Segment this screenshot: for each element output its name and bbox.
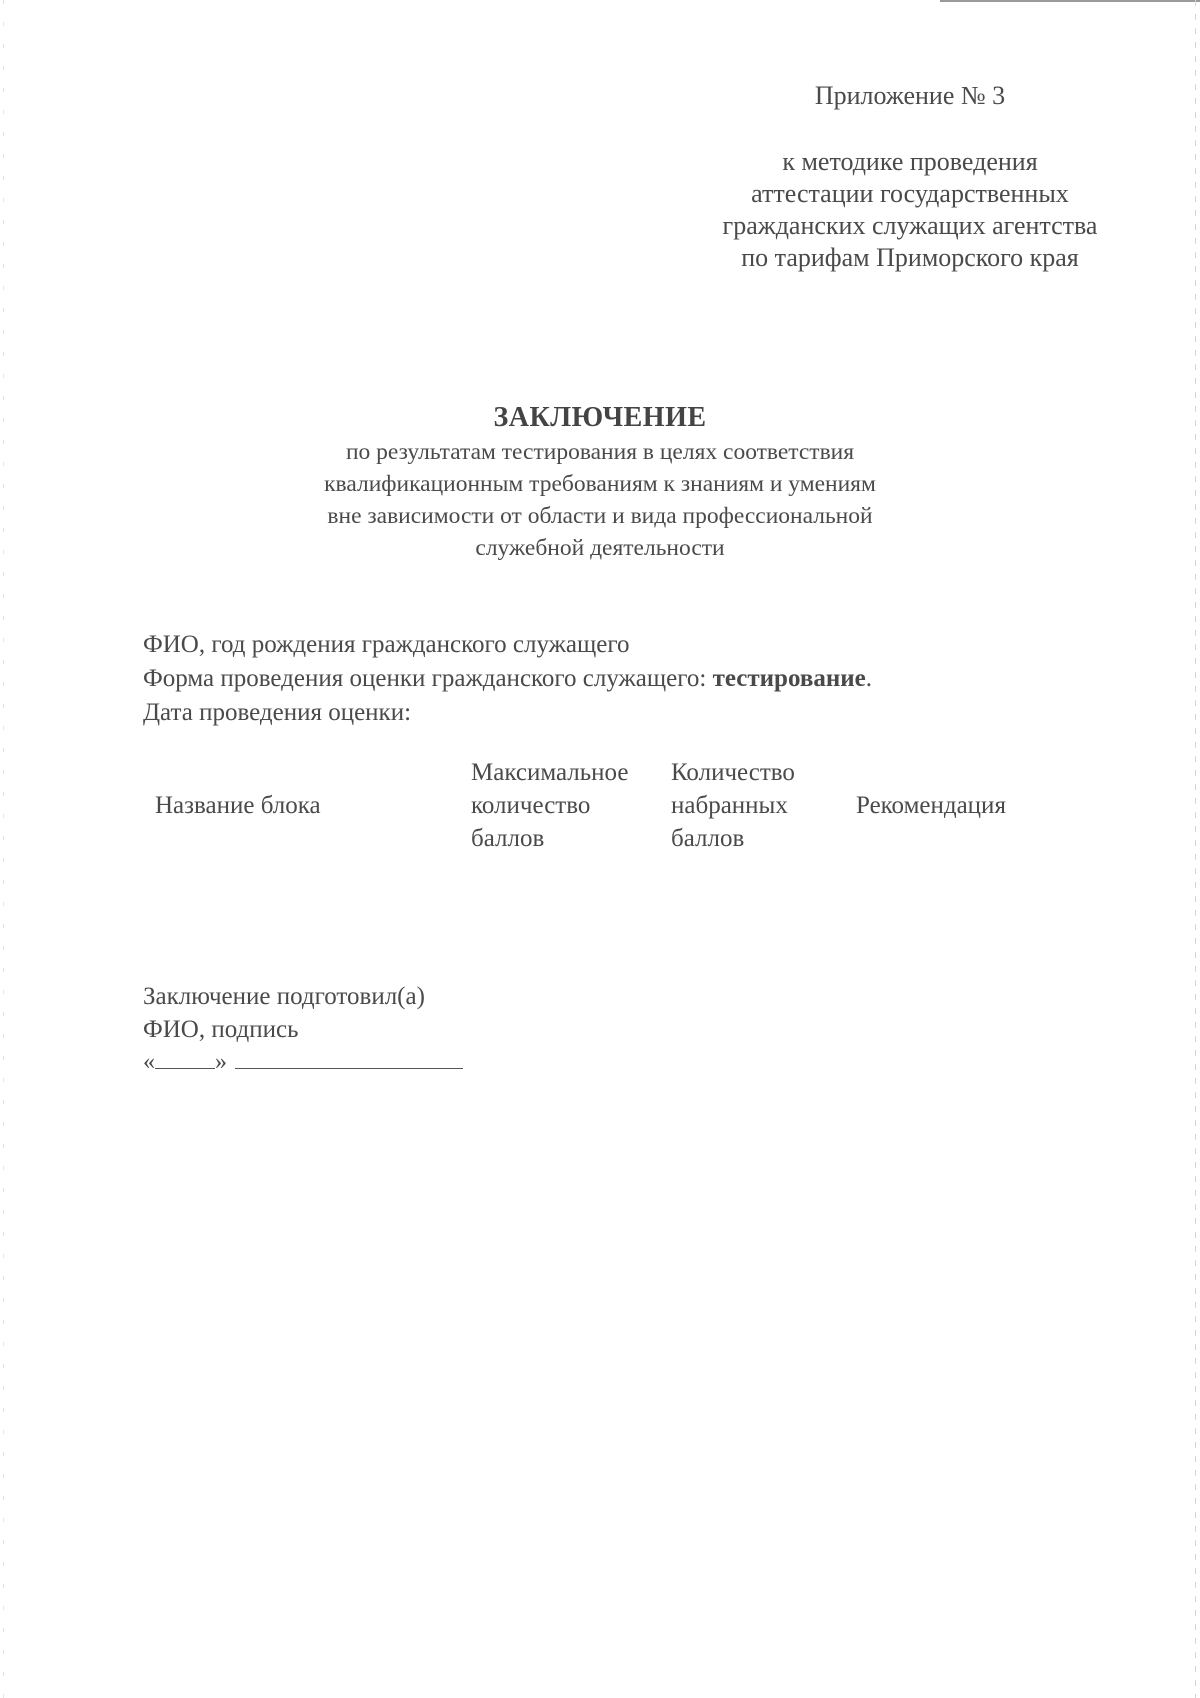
assessment-form-label: Форма проведения оценки гражданского служащего: bbox=[143, 665, 713, 692]
column-header-max-points bbox=[471, 756, 628, 855]
date-close-quote: » bbox=[215, 1049, 227, 1075]
document-subtitle-line: вне зависимости от области и вида профессиональной bbox=[327, 503, 873, 529]
name-birth-field: ФИО, год рождения гражданского служащего bbox=[143, 631, 630, 658]
prepared-by-label: Заключение подготовил(а) bbox=[143, 983, 425, 1010]
date-open-quote: « bbox=[143, 1049, 155, 1075]
scan-edge-left bbox=[3, 0, 4, 1698]
column-header-word: количество bbox=[471, 792, 591, 819]
appendix-line: гражданских служащих агентства bbox=[722, 211, 1098, 240]
column-header-recommendation: Рекомендация bbox=[856, 792, 1006, 819]
column-header-word: баллов bbox=[471, 825, 545, 852]
column-header-scored-points bbox=[671, 756, 795, 855]
column-header-word: Количество bbox=[671, 759, 795, 786]
column-header-word: Максимальное bbox=[471, 759, 629, 786]
assessment-form-tail: . bbox=[865, 665, 872, 692]
column-header-word: набранных bbox=[671, 792, 788, 819]
appendix-line: к методике проведения bbox=[782, 147, 1038, 176]
document-title: ЗАКЛЮЧЕНИЕ bbox=[493, 402, 707, 433]
assessment-date-field: Дата проведения оценки: bbox=[143, 699, 412, 726]
appendix-header bbox=[690, 80, 1130, 274]
info-fields bbox=[143, 628, 872, 730]
date-signature-line bbox=[143, 1046, 463, 1079]
scan-edge-right bbox=[1195, 0, 1196, 1698]
document-subtitle-line: по результатам тестирования в целях соответствия bbox=[345, 439, 855, 465]
appendix-line: по тарифам Приморского края bbox=[741, 243, 1079, 272]
appendix-line: аттестации государственных bbox=[751, 179, 1069, 208]
column-header-word: баллов bbox=[671, 825, 745, 852]
scan-edge-top bbox=[940, 0, 1200, 2]
prepared-by-section bbox=[143, 980, 463, 1079]
assessment-form-field bbox=[143, 662, 872, 696]
column-header-block-name: Название блока bbox=[155, 792, 321, 819]
name-signature-label: ФИО, подпись bbox=[143, 1016, 299, 1043]
document-subtitle-line: служебной деятельности bbox=[475, 535, 725, 561]
month-year-blank bbox=[235, 1048, 463, 1069]
title-block bbox=[260, 400, 940, 564]
document-subtitle-line: квалификационным требованиям к знаниям и умениям bbox=[324, 471, 876, 497]
assessment-form-value: тестирование bbox=[712, 665, 866, 692]
appendix-number: Приложение № 3 bbox=[814, 81, 1006, 110]
day-blank bbox=[155, 1048, 215, 1069]
